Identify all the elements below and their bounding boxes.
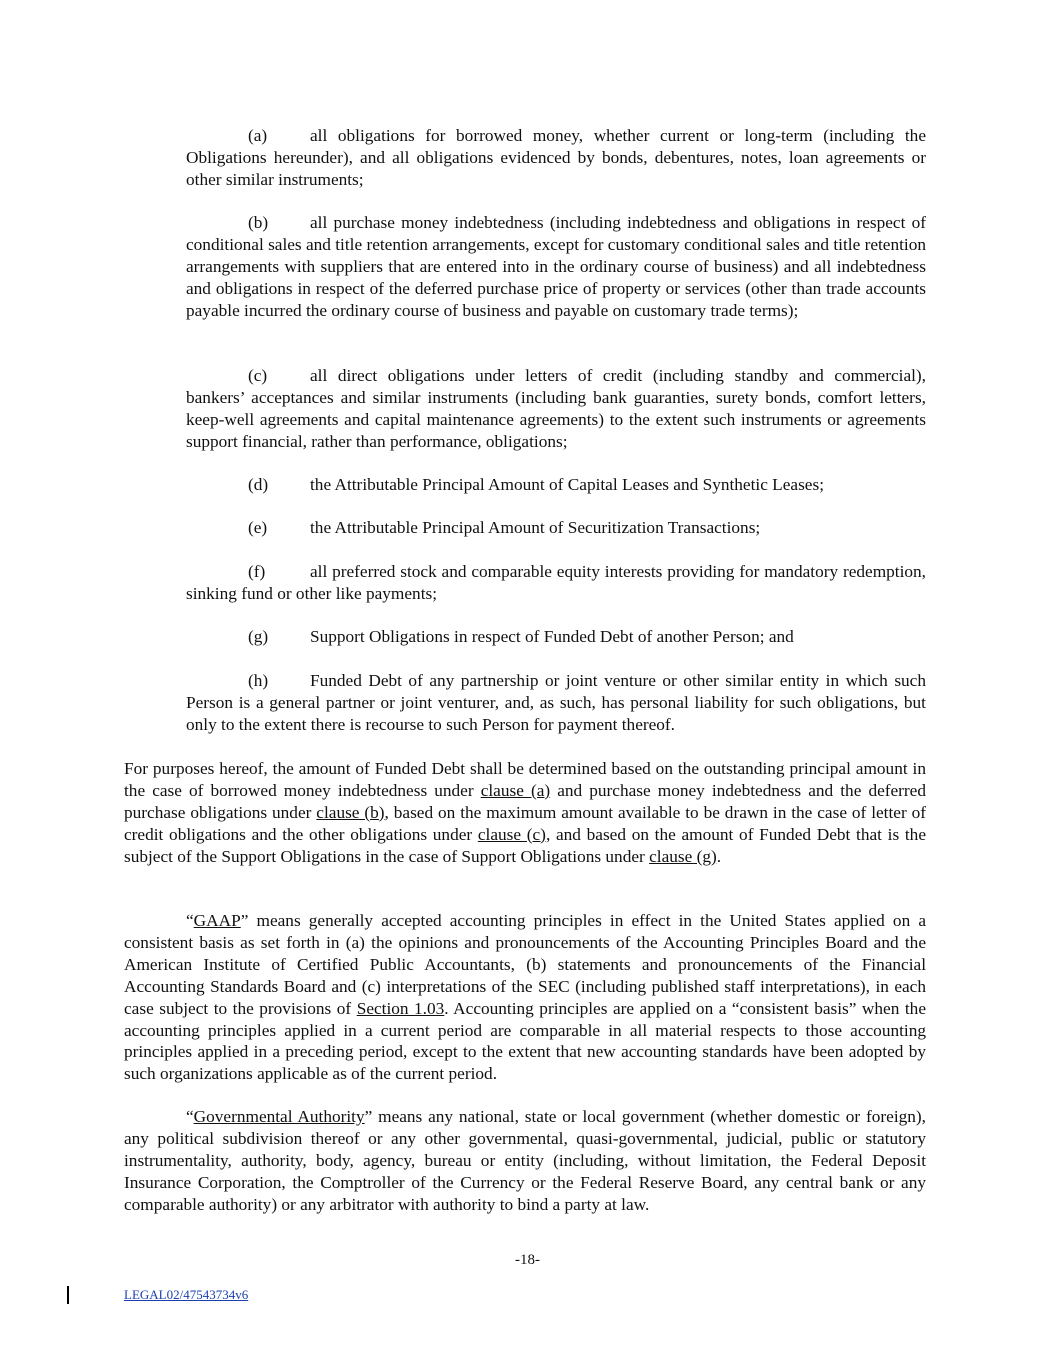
clause-g-reference: clause (g) [649, 846, 717, 866]
open-quote: “ [186, 1107, 194, 1126]
definition-text: . Accounting principles are applied on a “consistent basis” when the accounting principles applied in a current period are comparable in all material respects to those accounting principles applied in a preceding period, except to the extent that new accounting standards have been adopted by such organizations applicable as of the current period. [124, 998, 926, 1084]
section-reference: Section 1.03 [356, 998, 445, 1018]
open-quote: “ [186, 911, 194, 930]
clause-text: all preferred stock and comparable equity interests providing for mandatory redemption, sinking fund or other like payments; [186, 562, 926, 603]
clause-text: the Attributable Principal Amount of Securitization Transactions; [310, 518, 761, 537]
clause-a-reference: clause (a) [480, 780, 551, 800]
clause-label: (e) [248, 518, 268, 537]
paragraph-text: and purchase money indebtedness and the deferred purchase obligations under [124, 780, 926, 822]
clause-g [186, 626, 926, 648]
gaap-definition [124, 910, 926, 1085]
paragraph-text: . [716, 846, 722, 866]
clause-c-reference: clause (c) [477, 824, 546, 844]
document-id-link[interactable]: LEGAL02/47543734v6 [124, 1287, 249, 1302]
revision-bar [67, 1286, 69, 1304]
clause-text: Funded Debt of any partnership or joint venture or other similar entity in which such Person is a general partner or joint venturer, and, as such, has personal liability for such obligations, but only to the extent there is recourse to such Person for payment thereof. [186, 671, 926, 734]
clause-e [186, 517, 926, 539]
paragraph-text: For purposes hereof, the amount of Funded Debt shall be determined based on the outstanding principal amount in the case of borrowed money indebtedness under [124, 759, 926, 800]
clause-label: (c) [248, 366, 268, 385]
clause-text: all direct obligations under letters of credit (including standby and commercial), bankers’ acceptances and similar instruments (including bank guaranties, surety bonds, comfort letters, keep-well agreements and capital maintenance agreements) to the extent such instruments or agreements support financial, rather than performance, obligations; [186, 366, 926, 451]
clause-text: all obligations for borrowed money, whether current or long-term (including the Obligations hereunder), and all obligations evidenced by bonds, debentures, notes, loan agreements or other similar instruments; [186, 126, 926, 189]
clause-label: (g) [248, 627, 269, 646]
clause-b-reference: clause (b) [316, 802, 385, 822]
definition-text: ” means generally accepted accounting principles in effect in the United States applied on a consistent basis as set forth in (a) the opinions and pronouncements of the Accounting Principles Board and the American Institute of Certified Public Accountants, (b) statements and pronouncements of the Financial Accounting Standards Board and (c) interpretations of the SEC (including published staff interpretations), in each case subject to the provisions of [124, 911, 926, 1018]
clause-b [186, 212, 926, 322]
funded-debt-determination-paragraph [124, 758, 926, 868]
governmental-authority-definition [124, 1106, 926, 1216]
clause-f [186, 561, 926, 605]
clause-text: Support Obligations in respect of Funded Debt of another Person; and [310, 627, 794, 646]
clause-c [186, 365, 926, 453]
definition-text: ” means any national, state or local government (whether domestic or foreign), any political subdivision thereof or any other governmental, quasi-governmental, judicial, public or statutory instrumentality, authority, body, agency, bureau or entity (including, without limitation, the Federal Deposit Insurance Corporation, the Comptroller of the Currency or the Federal Reserve Board, any central bank or any comparable authority) or any arbitrator with authority to bind a party at law. [124, 1107, 927, 1214]
clause-h [186, 670, 926, 736]
defined-term-gaap: GAAP [193, 911, 241, 930]
page-number: -18- [515, 1252, 540, 1268]
clause-label: (h) [248, 671, 269, 690]
defined-term-governmental-authority: Governmental Authority [193, 1107, 365, 1126]
clause-label: (b) [248, 213, 269, 232]
clause-label: (f) [248, 562, 266, 581]
clause-text: the Attributable Principal Amount of Capital Leases and Synthetic Leases; [310, 475, 824, 494]
paragraph-text: , based on the maximum amount available to be drawn in the case of letter of credit obligations and the other obligations under [124, 802, 927, 844]
clause-label: (a) [248, 126, 268, 145]
clause-a [186, 125, 926, 191]
paragraph-text: , and based on the amount of Funded Debt that is the subject of the Support Obligations in the case of Support Obligations under [124, 824, 926, 866]
clause-text: all purchase money indebtedness (including indebtedness and obligations in respect of conditional sales and title retention arrangements, except for customary conditional sales and title retention arrangements with suppliers that are entered into in the ordinary course of business) and all indebtedness and obligations in respect of the deferred purchase price of property or services (other than trade accounts payable incurred the ordinary course of business and payable on customary trade terms); [186, 213, 926, 320]
clause-d [186, 474, 926, 496]
clause-label: (d) [248, 475, 269, 494]
